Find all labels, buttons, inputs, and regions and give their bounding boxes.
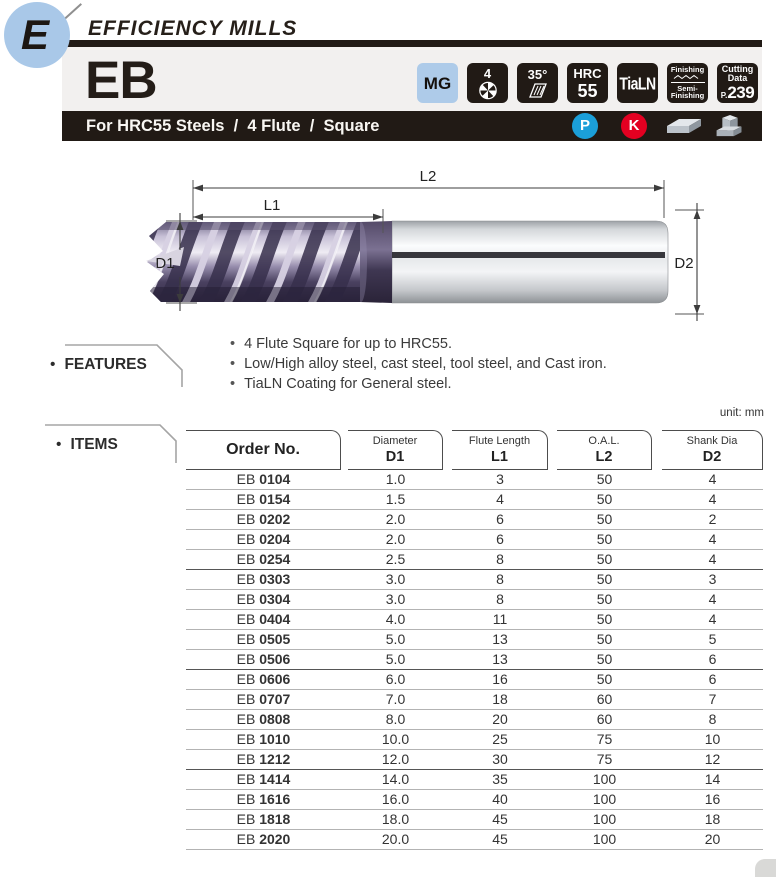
shank-dia-cell: 10: [704, 731, 721, 747]
order-no-cell: [186, 570, 341, 589]
order-prefix: EB: [236, 791, 260, 807]
order-no-cell: [186, 710, 341, 729]
order-no-cell: [186, 650, 341, 669]
order-code: 1818: [259, 811, 291, 827]
finishing-wave-icon: [673, 74, 703, 80]
heading-rule: [62, 40, 762, 47]
order-code: 0808: [259, 711, 291, 727]
shank-dia-cell: 4: [708, 531, 717, 547]
order-code: 1010: [259, 731, 291, 747]
diameter-cell: 3.0: [385, 591, 406, 607]
table-row: [186, 790, 763, 810]
order-prefix: EB: [236, 811, 260, 827]
order-no-cell: [186, 810, 341, 829]
shank-dia-cell: 4: [708, 491, 717, 507]
order-prefix: EB: [236, 491, 260, 507]
order-no-cell: [186, 730, 341, 749]
flute-length-cell: 45: [492, 811, 508, 827]
flute-cross-section-icon: [478, 81, 498, 100]
shank-dia-cell: 2: [708, 511, 717, 527]
order-code: 0404: [259, 611, 291, 627]
diameter-cell: 1.0: [385, 471, 406, 487]
order-no-cell: [186, 690, 341, 709]
diameter-cell: 6.0: [385, 671, 406, 687]
unit-note: unit: mm: [719, 407, 764, 419]
bullet: •: [230, 356, 236, 372]
order-no-cell: [186, 550, 341, 569]
column-header-order-no: Order No.: [186, 430, 341, 470]
order-no-cell: [186, 530, 341, 549]
shank-dia-cell: 16: [704, 791, 721, 807]
order-no-cell: [186, 770, 341, 789]
order-code: 0606: [259, 671, 291, 687]
oal-cell: 50: [596, 491, 613, 507]
order-prefix: EB: [236, 531, 260, 547]
order-no-cell: [186, 610, 341, 629]
items-tab: • ITEMS: [56, 436, 118, 453]
product-code: EB: [85, 51, 157, 110]
bullet: •: [56, 436, 62, 453]
order-prefix: EB: [236, 711, 260, 727]
tool-shank: [392, 221, 668, 303]
diameter-cell: 2.5: [385, 551, 406, 567]
subtitle-bar: [62, 111, 762, 141]
oal-cell: 50: [596, 551, 613, 567]
diameter-cell: 1.5: [385, 491, 406, 507]
table-row: [186, 750, 763, 770]
oal-cell: 75: [596, 731, 613, 747]
plate-workpiece-icon: [663, 115, 705, 137]
order-code: 0202: [259, 511, 291, 527]
shank-dia-cell: 8: [708, 711, 717, 727]
flute-length-cell: 8: [496, 551, 504, 567]
oal-cell: 50: [596, 671, 613, 687]
cutting-data-badge: Cutting Data P. 239: [717, 63, 758, 103]
diameter-cell: 5.0: [385, 631, 406, 647]
order-no-cell: [186, 830, 341, 849]
flute-length-cell: 3: [496, 471, 504, 487]
feature-text: TiaLN Coating for General steel.: [244, 376, 452, 392]
column-header-diameter: Diameter D1: [348, 430, 443, 470]
shank-dia-cell: 5: [708, 631, 717, 647]
features-tab: • FEATURES: [50, 356, 147, 373]
order-no-cell: [186, 590, 341, 609]
diameter-cell: 10.0: [381, 731, 410, 747]
series-letter: E: [20, 11, 49, 58]
oal-cell: 60: [596, 711, 613, 727]
shank-dia-cell: 4: [708, 551, 717, 567]
order-no-cell: [186, 510, 341, 529]
feature-item: [230, 334, 607, 354]
shank-dia-cell: 12: [704, 751, 721, 767]
order-no-cell: [186, 790, 341, 809]
oal-cell: 50: [596, 531, 613, 547]
flute-length-cell: 8: [496, 571, 504, 587]
table-row: [186, 730, 763, 750]
dimension-drawing: [0, 150, 776, 335]
order-code: 0505: [259, 631, 291, 647]
badge-divider: [671, 82, 705, 83]
order-code: 0304: [259, 591, 291, 607]
oal-cell: 75: [596, 751, 613, 767]
shank-dia-cell: 4: [708, 591, 717, 607]
order-code: 0154: [259, 491, 291, 507]
oal-cell: 50: [596, 631, 613, 647]
shank-dia-cell: 7: [708, 691, 717, 707]
diameter-cell: 3.0: [385, 571, 406, 587]
order-code: 2020: [259, 831, 291, 847]
flute-length-cell: 13: [492, 631, 508, 647]
table-row: [186, 530, 763, 550]
order-prefix: EB: [236, 551, 260, 567]
shank-dia-cell: 14: [704, 771, 721, 787]
flute-length-cell: 35: [492, 771, 508, 787]
shank-dia-cell: 20: [704, 831, 721, 847]
order-no-cell: [186, 670, 341, 689]
feature-text: 4 Flute Square for up to HRC55.: [244, 336, 453, 352]
flute-length-cell: 6: [496, 511, 504, 527]
table-row: [186, 770, 763, 790]
oal-cell: 100: [592, 771, 617, 787]
feature-text: Low/High alloy steel, cast steel, tool steel, and Cast iron.: [244, 356, 607, 372]
order-prefix: EB: [236, 691, 260, 707]
order-code: 0204: [259, 531, 291, 547]
material-grade-badge: MG: [417, 63, 458, 103]
flute-length-cell: 18: [492, 691, 508, 707]
order-no-cell: [186, 470, 341, 489]
order-prefix: EB: [236, 511, 260, 527]
flute-length-cell: 30: [492, 751, 508, 767]
oal-cell: 50: [596, 651, 613, 667]
oal-cell: 100: [592, 791, 617, 807]
shank-dia-cell: 6: [708, 651, 717, 667]
order-prefix: EB: [236, 591, 260, 607]
bullet: •: [230, 336, 236, 352]
oal-cell: 100: [592, 831, 617, 847]
diameter-cell: 4.0: [385, 611, 406, 627]
shank-dia-cell: 3: [708, 571, 717, 587]
order-code: 1414: [259, 771, 291, 787]
flute-length-cell: 11: [492, 611, 508, 627]
oal-cell: 50: [596, 511, 613, 527]
table-row: [186, 510, 763, 530]
order-no-cell: [186, 630, 341, 649]
bullet: •: [230, 376, 236, 392]
oal-cell: 50: [596, 611, 613, 627]
iso-p-marker: P: [572, 113, 598, 139]
order-no-cell: [186, 490, 341, 509]
diameter-cell: 14.0: [381, 771, 410, 787]
order-prefix: EB: [236, 831, 260, 847]
spec-table: [186, 430, 763, 850]
dim-label-l2: L2: [419, 168, 437, 185]
diameter-cell: 18.0: [381, 811, 410, 827]
table-row: [186, 590, 763, 610]
series-title: EFFICIENCY MILLS: [88, 17, 298, 40]
table-row: [186, 490, 763, 510]
coating-badge: TiaLN: [617, 63, 658, 103]
flute-length-cell: 45: [492, 831, 508, 847]
iso-k-marker: K: [621, 113, 647, 139]
bullet: •: [50, 356, 56, 373]
order-prefix: EB: [236, 471, 260, 487]
table-header: [186, 430, 763, 470]
table-row: [186, 670, 763, 690]
diameter-cell: 16.0: [381, 791, 410, 807]
diameter-cell: 2.0: [385, 531, 406, 547]
order-code: 1212: [259, 751, 291, 767]
diameter-cell: 2.0: [385, 511, 406, 527]
oal-cell: 50: [596, 571, 613, 587]
order-prefix: EB: [236, 611, 260, 627]
table-row: [186, 550, 763, 570]
cutting-page-number: 239: [727, 83, 755, 102]
column-header-shank-dia: Shank Dia D2: [662, 430, 763, 470]
spec-badges: [417, 63, 758, 103]
table-row: [186, 810, 763, 830]
shank-dia-cell: 18: [704, 811, 721, 827]
order-code: 0254: [259, 551, 291, 567]
table-row: [186, 630, 763, 650]
page-corner-tab: [755, 859, 776, 877]
oal-cell: 60: [596, 691, 613, 707]
order-prefix: EB: [236, 771, 260, 787]
order-prefix: EB: [236, 571, 260, 587]
helix-angle-icon: [527, 82, 549, 99]
feature-list: [230, 334, 607, 394]
hardness-badge: HRC 55: [567, 63, 608, 103]
block-workpiece-icon: [715, 115, 745, 138]
flute-count-badge: 4: [467, 63, 508, 103]
series-letter-badge: [4, 2, 70, 68]
flute-length-cell: 13: [492, 651, 508, 667]
order-prefix: EB: [236, 651, 260, 667]
order-no-cell: [186, 750, 341, 769]
diameter-cell: 8.0: [385, 711, 406, 727]
table-row: [186, 610, 763, 630]
diameter-cell: 20.0: [381, 831, 410, 847]
cutting-page-prefix: P.: [720, 91, 728, 100]
flute-length-cell: 8: [496, 591, 504, 607]
dim-label-d1: D1: [155, 255, 175, 272]
column-header-flute-length: Flute Length L1: [452, 430, 548, 470]
shank-dia-cell: 4: [708, 611, 717, 627]
finishing-badge: Finishing Semi- Finishing: [667, 63, 708, 103]
product-subtitle: For HRC55 Steels / 4 Flute / Square: [86, 117, 380, 135]
order-code: 1616: [259, 791, 291, 807]
helix-angle-badge: 35°: [517, 63, 558, 103]
flute-length-cell: 4: [496, 491, 504, 507]
table-body: [186, 470, 763, 850]
table-row: [186, 470, 763, 490]
table-row: [186, 690, 763, 710]
dim-label-l1: L1: [263, 197, 281, 214]
table-row: [186, 710, 763, 730]
column-header-oal: O.A.L. L2: [557, 430, 652, 470]
dim-label-d2: D2: [674, 255, 694, 272]
flute-length-cell: 40: [492, 791, 508, 807]
table-row: [186, 650, 763, 670]
order-code: 0506: [259, 651, 291, 667]
shank-dia-cell: 4: [708, 471, 717, 487]
table-row: [186, 570, 763, 590]
flute-length-cell: 6: [496, 531, 504, 547]
order-prefix: EB: [236, 731, 260, 747]
order-prefix: EB: [236, 751, 260, 767]
order-code: 0707: [259, 691, 291, 707]
order-code: 0303: [259, 571, 291, 587]
order-code: 0104: [259, 471, 291, 487]
order-prefix: EB: [236, 671, 260, 687]
diameter-cell: 5.0: [385, 651, 406, 667]
flute-length-cell: 20: [492, 711, 508, 727]
feature-item: [230, 374, 607, 394]
oal-cell: 50: [596, 471, 613, 487]
flute-length-cell: 16: [492, 671, 508, 687]
flute-length-cell: 25: [492, 731, 508, 747]
feature-item: [230, 354, 607, 374]
shank-dia-cell: 6: [708, 671, 717, 687]
diameter-cell: 7.0: [385, 691, 406, 707]
order-prefix: EB: [236, 631, 260, 647]
table-row: [186, 830, 763, 850]
oal-cell: 50: [596, 591, 613, 607]
diameter-cell: 12.0: [381, 751, 410, 767]
oal-cell: 100: [592, 811, 617, 827]
